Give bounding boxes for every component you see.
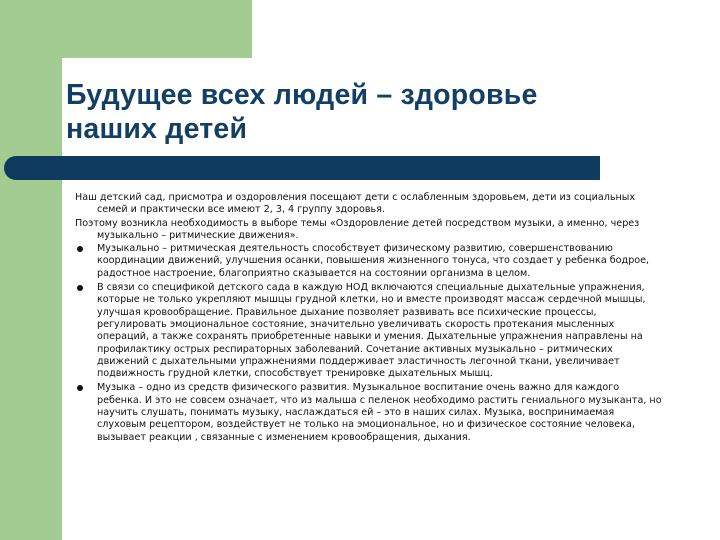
intro-paragraph: Наш детский сад, присмотра и оздоровления посещают дети с ослабленным здоровьем, дети из социальных семей и практически все имеют 2, 3, 4 группу здоровья.: [75, 192, 636, 216]
slide-title-line-2: наших детей: [66, 113, 248, 145]
slide-title-line-1: Будущее всех людей – здоровье: [66, 79, 538, 111]
bullet-item: [75, 243, 665, 280]
bullet-dot-icon: [77, 246, 83, 252]
accent-band-left: [0, 0, 62, 540]
bullet-text: Музыкально – ритмическая деятельность способствует физическому развитию, совершенствованию координации движений, улучшения осанки, повышения жизненного тонуса, что создает у ребенка бодрое, радостное настроение, благоприятно сказывается на состоянии организма в целом.: [97, 243, 650, 279]
slide-title: [66, 78, 666, 146]
bullet-item: [75, 382, 665, 443]
bullet-dot-icon: [77, 285, 83, 291]
accent-band-top: [62, 0, 252, 58]
slide-body: [75, 192, 665, 446]
bullet-dot-icon: [77, 385, 83, 391]
intro-paragraph: Поэтому возникла необходимость в выборе темы «Оздоровление детей посредством музыки, а именно, через музыкально – ритмические движения».: [75, 217, 640, 241]
bullet-text: Музыка – одно из средств физического развития. Музыкальное воспитание очень важно для каждого ребенка. И это не совсем означает, что из малыша с пеленок необходимо растить гениального музыканта, но научить слушать, понимать музыку, наслаждаться ей – это в наших силах. Музыка, воспринимаемая слуховым рецептором, воздействует не только на эмоциональное, но и физическое состояние человека, вызывает реакции , связанные с изменением кровообращения, дыхания.: [97, 382, 662, 443]
bullet-item: [75, 282, 665, 380]
bullet-text: В связи со спецификой детского сада в каждую НОД включаются специальные дыхательные упражнения, которые не только укрепляют мышцы грудной клетки, но и вместе производят массаж сердечной мышцы, улучшая кровообращение. Правильное дыхание позволяет развивать все психические процессы, регулировать эмоциональное состояние, значительно увеличивать скорость протекания мысленных операций, а также сохранять приобретенные навыки и умения. Дыхательные упражнения направлены на профилактику острых респираторных заболеваний. Сочетание активных музыкально – ритмических движений с дыхательными упражнениями поддерживает эластичность легочной ткани, увеличивает подвижность грудной клетки, способствует тренировке дыхательных мышц.: [97, 282, 646, 380]
title-divider-bar: [4, 156, 600, 180]
